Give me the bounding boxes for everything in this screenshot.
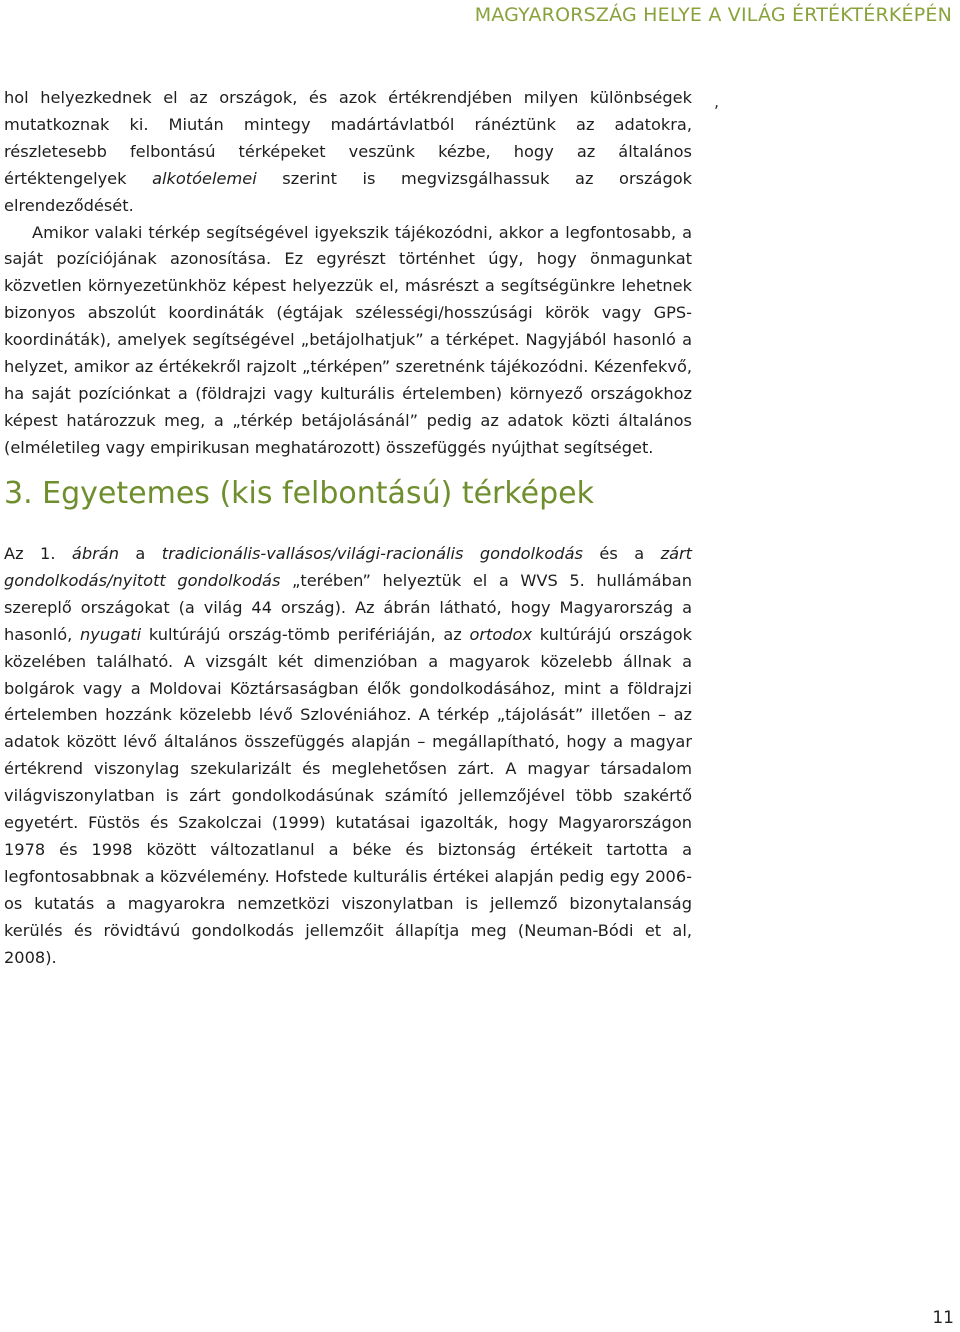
section-title: Egyetemes (kis felbontású) térképek: [42, 476, 595, 511]
intro-text: [4, 85, 692, 462]
margin-mark: ,: [714, 92, 720, 111]
s3-text-6: kultúrájú országok közelében található. A vizsgált két dimenzióban a magyarok közelebb állnak a bolgárok vagy a Moldovai Köztársaságban élők gondolkodásához, mint a földrajzi értelemben hozzánk közelebb lévő Szlovéniához. A térkép „tájolását” illetően – az adatok között lévő általános összefüggés alapján – megállapítható, hogy a magyar értékrend viszonylag szekularizált és meglehetősen zárt. A magyar társadalom világviszonylatban is zárt gondolkodásúnak számító jellemzőjével több szakértő egyetért. Füstös és Szakolczai (1999) kutatásai igazolták, hogy Magyarországon 1978 és 1998 között változatlanul a béke és biztonság értékeit tartotta a legfontosabbnak a közvélemény. Hofstede kulturális értékei alapján pedig egy 2006-os kutatás a magyarokra nemzetközi viszonylatban is jellemző bizonytalanság kerülés és rövidtávú gondolkodás jellemzőit állapítja meg (Neuman-Bódi et al, 2008).: [4, 624, 692, 967]
intro-p1-text-b: szerint is megvizsgálhassuk az országok elrendeződését.: [4, 168, 692, 215]
section-3-paragraph-1: [4, 541, 692, 972]
intro-p1-emphasis: alkotóelemei: [152, 168, 257, 188]
section-number: 3.: [4, 476, 33, 511]
intro-paragraph-1: [4, 85, 692, 220]
s3-text-3: és a: [582, 544, 661, 563]
section-heading: [4, 476, 594, 511]
intro-p1-text-a: hol helyezkednek el az országok, és azok értékrendjében milyen különbségek mutatkoznak ki. Miután mintegy madártávlatból ránéztünk az adatokra, részletesebb felbontású térképeket veszünk kézbe, hogy az általános értéktengelyek: [4, 88, 692, 188]
s3-text-4: „terében” helyeztük el a WVS 5. hullámában szereplő országokat (a világ 44 ország). Az ábrán látható, hogy Magyarország a hasonló,: [4, 570, 692, 644]
s3-text-1: Az 1.: [4, 544, 72, 563]
s3-emph-3: zárt gondolkodás/nyitott gondolkodás: [4, 544, 693, 590]
intro-paragraph-2: Amikor valaki térkép segítségével igyekszik tájékozódni, akkor a legfontosabb, a saját pozíciójának azonosítása. Ez egyrészt történhet úgy, hogy önmagunkat közvetlen környezetünkhöz képest helyezzük el, másrészt a segítségünkre lehetnek bizonyos abszolút koordináták (égtájak szélességi/hosszúsági körök vagy GPS-koordináták), amelyek segítségével „betájolhatjuk” a térképet. Nagyjából hasonló a helyzet, amikor az értékekről rajzolt „térképen” szeretnénk tájékozódni. Kézenfekvő, ha saját pozíciónkat a (földrajzi vagy kulturális értelemben) környező országokhoz képest határozzuk meg, a „térkép betájolásánál” pedig az adatok közti általános (elméletileg vagy empirikusan meghatározott) összefüggés nyújthat segítséget.: [4, 222, 692, 457]
s3-emph-2: tradicionális-vallásos/világi-racionális gondolkodás: [161, 544, 583, 563]
section-3-body: [4, 541, 692, 972]
page-number: 11: [932, 1308, 954, 1328]
s3-emph-4: nyugati: [80, 624, 142, 644]
s3-emph-5: ortodox: [469, 624, 533, 644]
running-header: MAGYARORSZÁG HELYE A VILÁG ÉRTÉKTÉRKÉPÉN: [474, 4, 952, 26]
s3-emph-1: ábrán: [71, 544, 119, 563]
s3-text-5: kultúrájú ország-tömb perifériáján, az: [141, 624, 470, 644]
s3-text-2: a: [118, 544, 162, 563]
